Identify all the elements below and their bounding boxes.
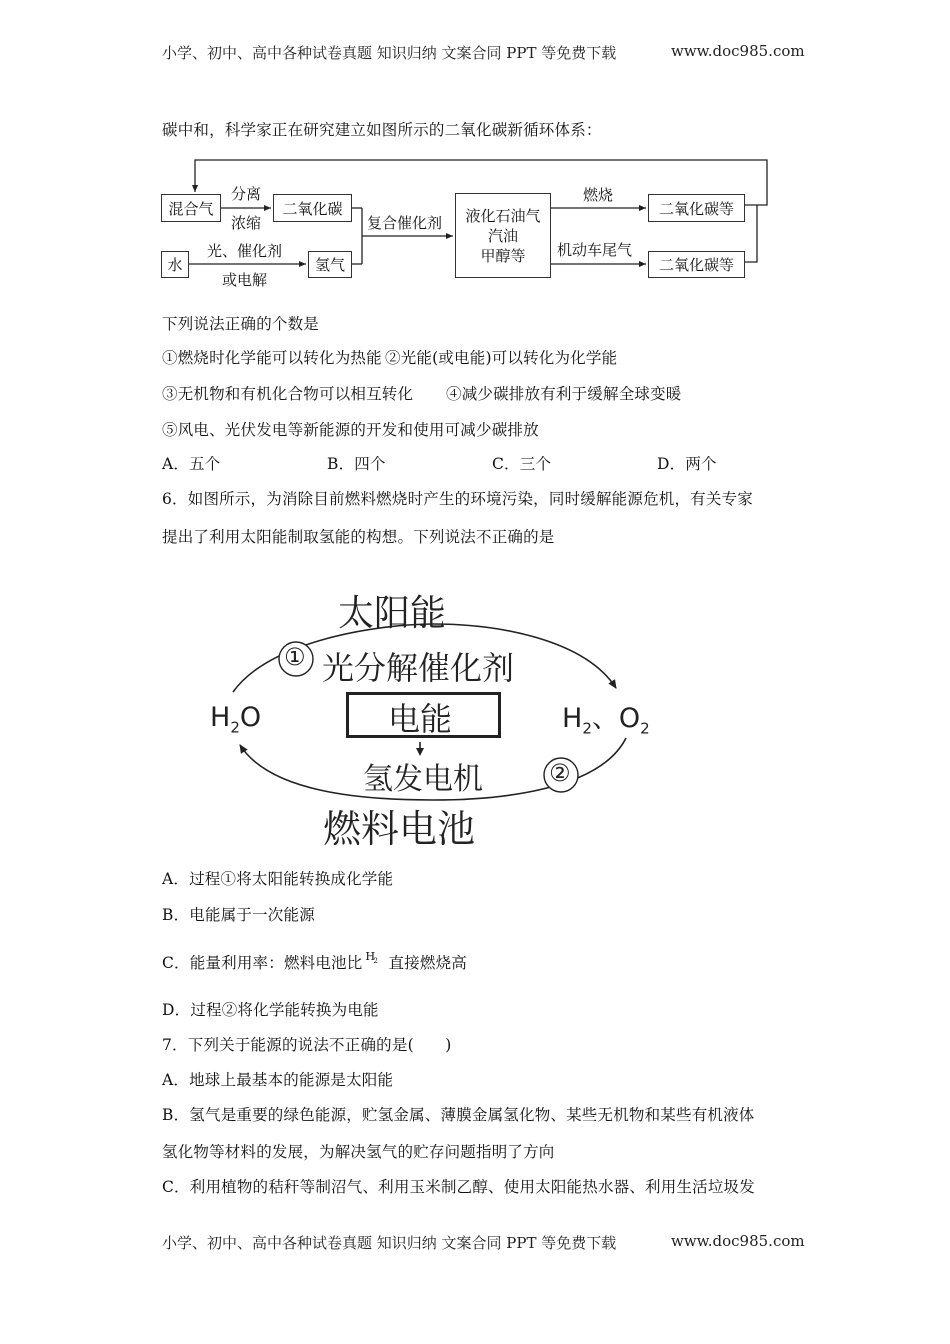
fuel-lpg: 液化石油气 [465,206,541,225]
products-sub1: 2 [582,719,592,738]
h2-sub: 2 [373,957,379,965]
water-h: H [210,702,231,733]
q5-option-c: C．三个 [492,455,552,473]
q5-intro: 碳中和，科学家正在研究建立如图所示的二氧化碳新循环体系： [162,121,602,139]
q6-option-d: D．过程②将化学能转换为电能 [162,1001,379,1019]
fuel-methanol: 甲醇等 [480,246,526,265]
q5-statement-2: ②光能(或电能)可以转化为化学能 [385,349,618,367]
co2-bottom-label: 二氧化碳等 [658,256,734,274]
mixed-gas-label: 混合气 [168,199,214,218]
q7-option-a: A．地球上最基本的能源是太阳能 [162,1071,394,1089]
header-url: www.doc985.com [671,42,805,60]
products-o: 、O [591,703,641,734]
q5-option-d: D．两个 [657,455,717,473]
h2-letter: H [365,950,376,963]
water-o: O [239,702,262,733]
process-1-marker: ① [284,643,306,671]
q5-statement-1: ①燃烧时化学能可以转化为热能 [162,349,382,367]
q7-option-b-line-2: 氢化物等材料的发展，为解决氢气的贮存问题指明了方向 [162,1143,555,1161]
co2-left-label: 二氧化碳 [282,199,343,218]
q6-option-c-pre: C．能量利用率：燃料电池比 [162,954,363,972]
concentrate-label: 浓缩 [231,214,262,232]
fuel-gasoline: 汽油 [487,226,518,245]
process-2-marker: ② [549,759,571,787]
q6-line-1: 6．如图所示，为消除目前燃料燃烧时产生的环境污染，同时缓解能源危机，有关专家 [162,490,753,508]
water-label: 水 [167,256,183,274]
water-sub: 2 [230,718,240,737]
header-text: 小学、初中、高中各种试卷真题 知识归纳 文案合同 PPT 等免费下载 [162,44,617,62]
hydrogen-generator-label: 氢发电机 [363,762,483,797]
q6-option-a: A．过程①将太阳能转换成化学能 [162,870,394,888]
q6-option-b: B．电能属于一次能源 [162,906,315,924]
q6-option-c-post: 直接燃烧高 [388,954,467,972]
co2-top-label: 二氧化碳等 [658,199,734,218]
products-h: H [562,703,583,734]
q5-stem: 下列说法正确的个数是 [162,315,320,333]
products-formula [562,696,650,737]
q7-stem: 7．下列关于能源的说法不正确的是( ) [162,1036,452,1054]
solar-energy-label: 太阳能 [338,593,447,634]
or-electrolysis-label: 或电解 [222,271,268,289]
q5-statement-3: ③无机物和有机化合物可以相互转化 [162,385,414,403]
separate-label: 分离 [231,185,262,203]
products-sub2: 2 [640,719,650,738]
q6-option-c [162,951,467,973]
vehicle-exhaust-label: 机动车尾气 [557,241,633,259]
photocatalyst-label: 光分解催化剂 [322,649,515,687]
fuel-cell-label: 燃料电池 [323,807,476,851]
q7-option-c-line-1: C．利用植物的秸秆等制沼气、利用玉米制乙醇、使用太阳能热水器、利用生活垃圾发 [162,1178,755,1196]
light-catalyst-label: 光、催化剂 [207,242,283,260]
q7-option-b-line-1: B．氢气是重要的绿色能源，贮氢金属、薄膜金属氢化物、某些无机物和某些有机液体 [162,1106,755,1124]
q6-line-2: 提出了利用太阳能制取氢能的构想。下列说法不正确的是 [162,528,555,546]
composite-catalyst-label: 复合催化剂 [367,214,443,232]
water-formula [210,702,261,736]
q5-option-b: B．四个 [327,455,386,473]
electric-energy-label: 电能 [388,700,453,738]
footer-text: 小学、初中、高中各种试卷真题 知识归纳 文案合同 PPT 等免费下载 [162,1234,617,1252]
q5-statement-4: ④减少碳排放有利于缓解全球变暖 [446,385,682,403]
q5-option-a: A．五个 [162,455,221,473]
hydrogen-label: 氢气 [314,256,345,274]
footer-url: www.doc985.com [671,1232,805,1250]
q5-statement-5: ⑤风电、光伏发电等新能源的开发和使用可减少碳排放 [162,421,539,439]
combustion-label: 燃烧 [583,186,614,204]
